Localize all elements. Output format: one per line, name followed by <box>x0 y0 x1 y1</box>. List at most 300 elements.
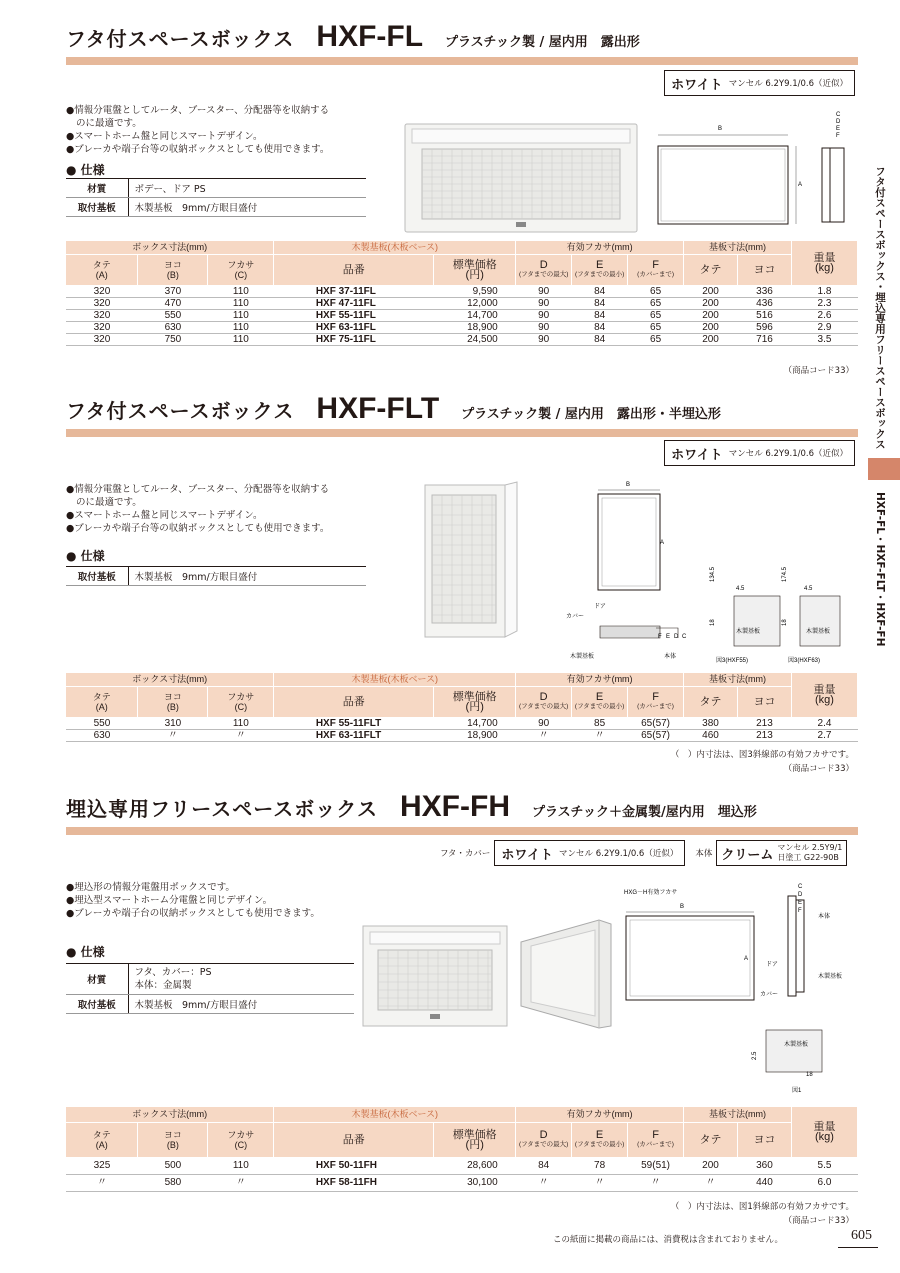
table-cell: 630 <box>66 729 138 741</box>
side-index-codes: HXF-FL・HXF-FLT・HXF-FH <box>874 492 886 647</box>
label-cover: カバー <box>760 992 779 998</box>
header-price <box>434 686 516 717</box>
table-cell: HXF 63-11FL <box>274 321 434 333</box>
spec-heading: ● 仕様 <box>66 945 105 959</box>
table-cell: 380 <box>684 717 738 729</box>
table-cell: 500 <box>138 1157 208 1174</box>
label-door: ドア <box>594 604 606 610</box>
header-group-depth: 有効フカサ(mm) <box>516 673 684 686</box>
header-sub: (B) <box>166 701 179 712</box>
header-label: 標準価格 <box>452 690 497 703</box>
fig1-caption: 図1 <box>792 1088 802 1094</box>
table-cell: 18,900 <box>434 729 516 741</box>
table-cell: 〃 <box>516 729 572 741</box>
header-label: D <box>539 1128 548 1141</box>
table-cell: 90 <box>516 309 572 321</box>
dim-label-c: C <box>836 112 841 118</box>
munsell-line: 日塗工 G22-90B <box>777 853 839 862</box>
header-hinban: 品番 <box>274 254 434 285</box>
depth-note: （ ）内寸法は、図3斜線部の有効フカサです。 <box>670 750 854 760</box>
title-code: HXF-FH <box>400 790 510 823</box>
header-e <box>572 254 628 285</box>
header-label: フカサ <box>227 691 255 702</box>
product-photo-hxf-fh <box>360 922 510 1030</box>
label-base: 木製基板 <box>818 974 843 980</box>
feature-item: ●スマートホーム盤と同じスマートデザイン。 <box>66 131 263 142</box>
table-cell: 320 <box>66 333 138 345</box>
header-yoko <box>138 1122 208 1157</box>
table-cell: 90 <box>516 333 572 345</box>
table-cell: 550 <box>66 717 138 729</box>
spec-value: 木製基板 9mm/方眼目盛付 <box>128 198 366 217</box>
table-cell: 320 <box>66 297 138 309</box>
side-index-tab <box>868 458 900 480</box>
spec-value: ボデー、ドア PS <box>128 179 366 198</box>
header-f <box>628 1122 684 1157</box>
table-cell: 65 <box>628 297 684 309</box>
feature-item: ●ブレーカや端子台の収納ボックスとしても使用できます。 <box>66 908 320 919</box>
label-body: 本体 <box>664 654 677 660</box>
table-cell: 90 <box>516 321 572 333</box>
header-group-box: ボックス寸法(mm) <box>66 1107 274 1122</box>
feature-item: ●情報分電盤としてルータ、ブースター、分配器等を収納する <box>66 105 330 116</box>
label-cover: カバー <box>566 614 585 620</box>
product-table-hxf-fl <box>66 241 858 346</box>
header-weight-unit: (kg) <box>815 261 834 274</box>
header-board-tate: タテ <box>684 1122 738 1157</box>
dim-label-a: A <box>660 540 665 546</box>
color-name: ホワイト <box>671 447 723 463</box>
header-sub: (C) <box>234 269 248 280</box>
table-row <box>66 321 858 333</box>
table-cell: 320 <box>66 321 138 333</box>
table-cell: 〃 <box>628 1174 684 1191</box>
header-d <box>516 254 572 285</box>
dimension-drawing-hxf-fh <box>620 880 860 1100</box>
header-sub: (フタまでの最大) <box>518 270 569 278</box>
header-sub: (A) <box>95 269 108 280</box>
table-cell: 〃 <box>572 729 628 741</box>
color-box <box>664 440 855 466</box>
dimension-drawing-hxf-fl <box>650 108 855 228</box>
color-box <box>494 840 685 866</box>
feature-list <box>66 881 376 920</box>
table-row <box>66 309 858 321</box>
dim-label-b: B <box>718 126 723 132</box>
header-label: ヨコ <box>163 1129 182 1140</box>
header-label: F <box>652 1128 659 1141</box>
table-cell: 110 <box>208 333 274 345</box>
table-cell: 200 <box>684 321 738 333</box>
header-label: D <box>539 258 548 271</box>
color-name: ホワイト <box>671 77 723 93</box>
table-cell: 〃 <box>208 1174 274 1191</box>
page-number-rule <box>838 1247 878 1248</box>
header-sub: (B) <box>166 1139 179 1150</box>
table-cell: 320 <box>66 309 138 321</box>
color-munsell: マンセル 6.2Y9.1/0.6（近似） <box>559 849 679 859</box>
header-board-tate: タテ <box>684 254 738 285</box>
spec-table <box>66 178 366 217</box>
product-code-note: （商品コード33） <box>783 764 854 774</box>
header-sub: (円) <box>465 700 484 713</box>
dim-45: 4.5 <box>804 586 813 592</box>
table-cell: 2.3 <box>791 297 857 309</box>
header-weight-unit: (kg) <box>815 1130 834 1143</box>
table-cell: 360 <box>738 1157 792 1174</box>
depth-note: （ ）内寸法は、図1斜線部の有効フカサです。 <box>670 1202 854 1212</box>
table-cell: 110 <box>208 717 274 729</box>
header-board-tate: タテ <box>684 686 738 717</box>
header-sub: (フタまでの最小) <box>574 1140 625 1148</box>
table-cell: HXF 47-11FL <box>274 297 434 309</box>
table-cell: 325 <box>66 1157 138 1174</box>
table-cell: 65 <box>628 321 684 333</box>
table-cell: 84 <box>572 309 628 321</box>
side-index-text: フタ付スペースボックス・埋込専用フリースペースボックス <box>874 166 886 450</box>
header-sub: (フタまでの最小) <box>574 270 625 278</box>
section-title-hxf-fh <box>66 790 757 824</box>
product-table-hxf-flt <box>66 673 858 742</box>
table-cell: 2.6 <box>791 309 857 321</box>
table-cell: 110 <box>208 285 274 297</box>
header-label: ヨコ <box>163 691 182 702</box>
table-cell: 3.5 <box>791 333 857 345</box>
header-weight <box>791 673 857 717</box>
header-sub: (C) <box>234 701 248 712</box>
dim-25: 2.5 <box>752 1051 758 1060</box>
table-cell: 〃 <box>516 1174 572 1191</box>
header-group-base: 木製基板(木板ベース) <box>274 673 516 686</box>
dim-label-d: D <box>674 634 679 640</box>
header-sub: (円) <box>465 268 484 281</box>
table-row <box>66 717 858 729</box>
header-board-yoko: ヨコ <box>738 1122 792 1157</box>
body-prefix: 本体 <box>695 849 713 859</box>
fig3-55-caption: 図3(HXF55) <box>716 658 749 664</box>
header-group-board: 基板寸法(mm) <box>684 241 792 254</box>
title-jp: フタ付スペースボックス <box>66 27 295 51</box>
table-cell: 90 <box>516 297 572 309</box>
table-cell: 310 <box>138 717 208 729</box>
table-cell: HXF 75-11FL <box>274 333 434 345</box>
label-base: 木製基板 <box>570 654 595 660</box>
header-fukasa <box>208 1122 274 1157</box>
spec-key: 材質 <box>66 179 128 198</box>
spec-key: 取付基板 <box>66 995 128 1014</box>
header-label: E <box>595 1128 604 1141</box>
table-cell: 110 <box>208 321 274 333</box>
header-f <box>628 686 684 717</box>
label-base: 木製基板 <box>784 1042 809 1048</box>
dim-label-d: D <box>798 892 803 898</box>
title-jp: フタ付スペースボックス <box>66 399 295 423</box>
table-cell: 〃 <box>572 1174 628 1191</box>
table-cell: 84 <box>516 1157 572 1174</box>
header-label: タテ <box>92 259 111 270</box>
dim-174: 174.5 <box>782 566 788 582</box>
table-cell: 440 <box>738 1174 792 1191</box>
spec-value: 木製基板 9mm/方眼目盛付 <box>128 995 354 1014</box>
feature-item: ●情報分電盤としてルータ、ブースター、分配器等を収納する <box>66 484 330 495</box>
header-sub: (カバーまで) <box>637 270 674 278</box>
header-label: タテ <box>92 691 111 702</box>
header-group-base: 木製基板(木板ベース) <box>274 1107 516 1122</box>
spec-line: フタ、カバー：PS <box>134 967 212 978</box>
product-table-hxf-fh <box>66 1107 858 1192</box>
title-desc: プラスチック＋金属製/屋内用 埋込形 <box>531 805 757 820</box>
table-cell: 1.8 <box>791 285 857 297</box>
header-tate <box>66 1122 138 1157</box>
table-cell: 336 <box>738 285 792 297</box>
title-desc: プラスチック製 / 屋内用 露出形 <box>445 35 640 50</box>
table-body <box>66 285 858 345</box>
header-label: フカサ <box>227 1129 255 1140</box>
dim-label-a: A <box>744 956 749 962</box>
feature-item: ●スマートホーム盤と同じスマートデザイン。 <box>66 510 263 521</box>
feature-list <box>66 104 376 156</box>
header-label: F <box>652 690 659 703</box>
table-cell: 200 <box>684 333 738 345</box>
munsell-line: マンセル 2.5Y9/1 <box>777 843 843 852</box>
header-price <box>434 1122 516 1157</box>
header-sub: (フタまでの最大) <box>518 1140 569 1148</box>
dim-18: 18 <box>806 1072 813 1078</box>
dim-label-c: C <box>682 634 687 640</box>
header-weight-label: 重量 <box>813 683 836 696</box>
header-sub: (カバーまで) <box>637 1140 674 1148</box>
feature-item: のに最適です。 <box>76 118 142 129</box>
color-prefix: フタ・カバー <box>440 849 491 859</box>
title-desc: プラスチック製 / 屋内用 露出形・半埋込形 <box>461 407 721 422</box>
header-weight <box>791 1107 857 1157</box>
table-cell: 470 <box>138 297 208 309</box>
dim-label-e: E <box>798 900 803 906</box>
table-cell: 9,590 <box>434 285 516 297</box>
table-cell: 84 <box>572 285 628 297</box>
table-cell: 90 <box>516 285 572 297</box>
table-cell: HXF 37-11FL <box>274 285 434 297</box>
spec-line: 本体：金属製 <box>134 980 192 991</box>
header-sub: (A) <box>95 1139 108 1150</box>
table-cell: 200 <box>684 1157 738 1174</box>
table-cell: 65 <box>628 333 684 345</box>
table-cell: 90 <box>516 717 572 729</box>
color-name: ホワイト <box>501 847 554 863</box>
dim-label-b: B <box>680 904 685 910</box>
feature-item: ●ブレーカや端子台等の収納ボックスとしても使用できます。 <box>66 144 330 155</box>
feature-item: のに最適です。 <box>76 497 142 508</box>
product-photo-hxf-fl <box>404 123 639 235</box>
table-cell: 550 <box>138 309 208 321</box>
table-row <box>66 729 858 741</box>
table-cell: 28,600 <box>434 1157 516 1174</box>
table-cell: 596 <box>738 321 792 333</box>
header-price <box>434 254 516 285</box>
table-cell: HXF 55-11FL <box>274 309 434 321</box>
spec-heading: ● 仕様 <box>66 163 105 177</box>
table-cell: 84 <box>572 297 628 309</box>
table-cell: 〃 <box>66 1174 138 1191</box>
header-sub: (A) <box>95 701 108 712</box>
title-code: HXF-FL <box>316 20 424 53</box>
header-group-depth: 有効フカサ(mm) <box>516 241 684 254</box>
header-sub: (フタまでの最小) <box>574 702 625 710</box>
spec-table <box>66 963 354 1014</box>
header-d <box>516 686 572 717</box>
header-yoko <box>138 686 208 717</box>
header-label: E <box>595 258 604 271</box>
spec-key: 材質 <box>66 964 128 995</box>
header-sub: (円) <box>465 1138 484 1151</box>
table-cell: 14,700 <box>434 309 516 321</box>
header-fukasa <box>208 254 274 285</box>
table-row <box>66 285 858 297</box>
table-cell: 716 <box>738 333 792 345</box>
product-photo-hxf-flt <box>424 481 519 641</box>
header-group-board: 基板寸法(mm) <box>684 673 792 686</box>
table-cell: 84 <box>572 333 628 345</box>
table-cell: 65 <box>628 309 684 321</box>
section-rule <box>66 827 858 835</box>
body-color-munsell <box>777 843 842 863</box>
header-weight-label: 重量 <box>813 1120 836 1133</box>
spec-value: 木製基板 9mm/方眼目盛付 <box>128 567 366 586</box>
table-cell: 110 <box>208 309 274 321</box>
table-cell: 2.9 <box>791 321 857 333</box>
dim-label-f: F <box>658 634 662 640</box>
table-cell: 436 <box>738 297 792 309</box>
label-base: 木製基板 <box>806 629 831 635</box>
dim-label-f: F <box>836 133 840 139</box>
title-jp: 埋込専用フリースペースボックス <box>66 797 378 821</box>
color-munsell: マンセル 6.2Y9.1/0.6（近似） <box>728 79 848 89</box>
label-fh-depth: HXG－H有効フカサ <box>624 890 678 896</box>
table-cell: 84 <box>572 321 628 333</box>
table-cell: 65 <box>628 285 684 297</box>
spec-table <box>66 566 366 586</box>
feature-item: ●埋込形の情報分電盤用ボックスです。 <box>66 882 235 893</box>
table-cell: 〃 <box>138 729 208 741</box>
spec-value <box>128 964 354 995</box>
product-code-note: （商品コード33） <box>783 1216 854 1226</box>
header-board-yoko: ヨコ <box>738 686 792 717</box>
table-cell: 6.0 <box>791 1174 857 1191</box>
header-e <box>572 1122 628 1157</box>
header-group-depth: 有効フカサ(mm) <box>516 1107 684 1122</box>
header-group-base: 木製基板(木板ベース) <box>274 241 516 254</box>
header-board-yoko: ヨコ <box>738 254 792 285</box>
table-cell: 30,100 <box>434 1174 516 1191</box>
fig3-63-caption: 図3(HXF63) <box>788 658 821 664</box>
page-number: 605 <box>851 1228 872 1243</box>
table-cell: 〃 <box>208 729 274 741</box>
header-group-box: ボックス寸法(mm) <box>66 241 274 254</box>
table-cell: 2.4 <box>791 717 857 729</box>
header-label: フカサ <box>227 259 255 270</box>
table-cell: 200 <box>684 285 738 297</box>
table-cell: 110 <box>208 1157 274 1174</box>
spec-heading: ● 仕様 <box>66 549 105 563</box>
table-cell: 370 <box>138 285 208 297</box>
header-f <box>628 254 684 285</box>
table-cell: 630 <box>138 321 208 333</box>
table-cell: 200 <box>684 309 738 321</box>
dim-label-d: D <box>836 119 841 125</box>
table-cell: HXF 63-11FLT <box>274 729 434 741</box>
section-rule <box>66 57 858 65</box>
header-e <box>572 686 628 717</box>
footer-note: この紙面に掲載の商品には、消費税は含まれておりません。 <box>553 1235 784 1245</box>
header-sub: (フタまでの最大) <box>518 702 569 710</box>
table-cell: 18,900 <box>434 321 516 333</box>
section-rule <box>66 429 858 437</box>
table-cell: 12,000 <box>434 297 516 309</box>
color-munsell: マンセル 6.2Y9.1/0.6（近似） <box>728 449 848 459</box>
spec-key: 取付基板 <box>66 567 128 586</box>
dim-label-c: C <box>798 884 803 890</box>
dim-label-a: A <box>798 182 803 188</box>
feature-list <box>66 483 376 535</box>
feature-item: ●埋込型スマートホーム分電盤と同じデザイン。 <box>66 895 273 906</box>
header-label: 標準価格 <box>452 258 497 271</box>
feature-item: ●ブレーカや端子台等の収納ボックスとしても使用できます。 <box>66 523 330 534</box>
color-box <box>664 70 855 96</box>
header-hinban: 品番 <box>274 1122 434 1157</box>
table-row <box>66 1157 858 1174</box>
table-cell: 2.7 <box>791 729 857 741</box>
header-weight <box>791 241 857 285</box>
product-photo-hxf-fh-angle <box>517 918 613 1030</box>
table-cell: HXF 55-11FLT <box>274 717 434 729</box>
header-sub: (カバーまで) <box>637 702 674 710</box>
table-cell: HXF 50-11FH <box>274 1157 434 1174</box>
table-row <box>66 297 858 309</box>
dim-18: 18 <box>710 619 716 626</box>
table-cell: 516 <box>738 309 792 321</box>
header-sub: (B) <box>166 269 179 280</box>
table-body <box>66 717 858 741</box>
table-cell: 65(57) <box>628 717 684 729</box>
table-cell: 320 <box>66 285 138 297</box>
header-label: ヨコ <box>163 259 182 270</box>
table-cell: 〃 <box>684 1174 738 1191</box>
dim-label-f: F <box>798 908 802 914</box>
table-cell: 580 <box>138 1174 208 1191</box>
header-d <box>516 1122 572 1157</box>
header-tate <box>66 254 138 285</box>
color-box-group <box>440 840 847 866</box>
table-cell: 78 <box>572 1157 628 1174</box>
table-body <box>66 1157 858 1191</box>
header-label: F <box>652 258 659 271</box>
dimension-drawing-hxf-flt <box>560 478 860 668</box>
header-group-box: ボックス寸法(mm) <box>66 673 274 686</box>
header-sub: (C) <box>234 1139 248 1150</box>
header-label: D <box>539 690 548 703</box>
dim-18: 18 <box>782 619 788 626</box>
table-cell: 110 <box>208 297 274 309</box>
label-base: 木製基板 <box>736 629 761 635</box>
table-cell: 460 <box>684 729 738 741</box>
section-title-hxf-fl <box>66 20 640 54</box>
body-color-box <box>716 840 847 866</box>
table-cell: 24,500 <box>434 333 516 345</box>
table-cell: 213 <box>738 729 792 741</box>
header-fukasa <box>208 686 274 717</box>
dim-label-e: E <box>836 126 841 132</box>
title-code: HXF-FLT <box>316 392 440 425</box>
